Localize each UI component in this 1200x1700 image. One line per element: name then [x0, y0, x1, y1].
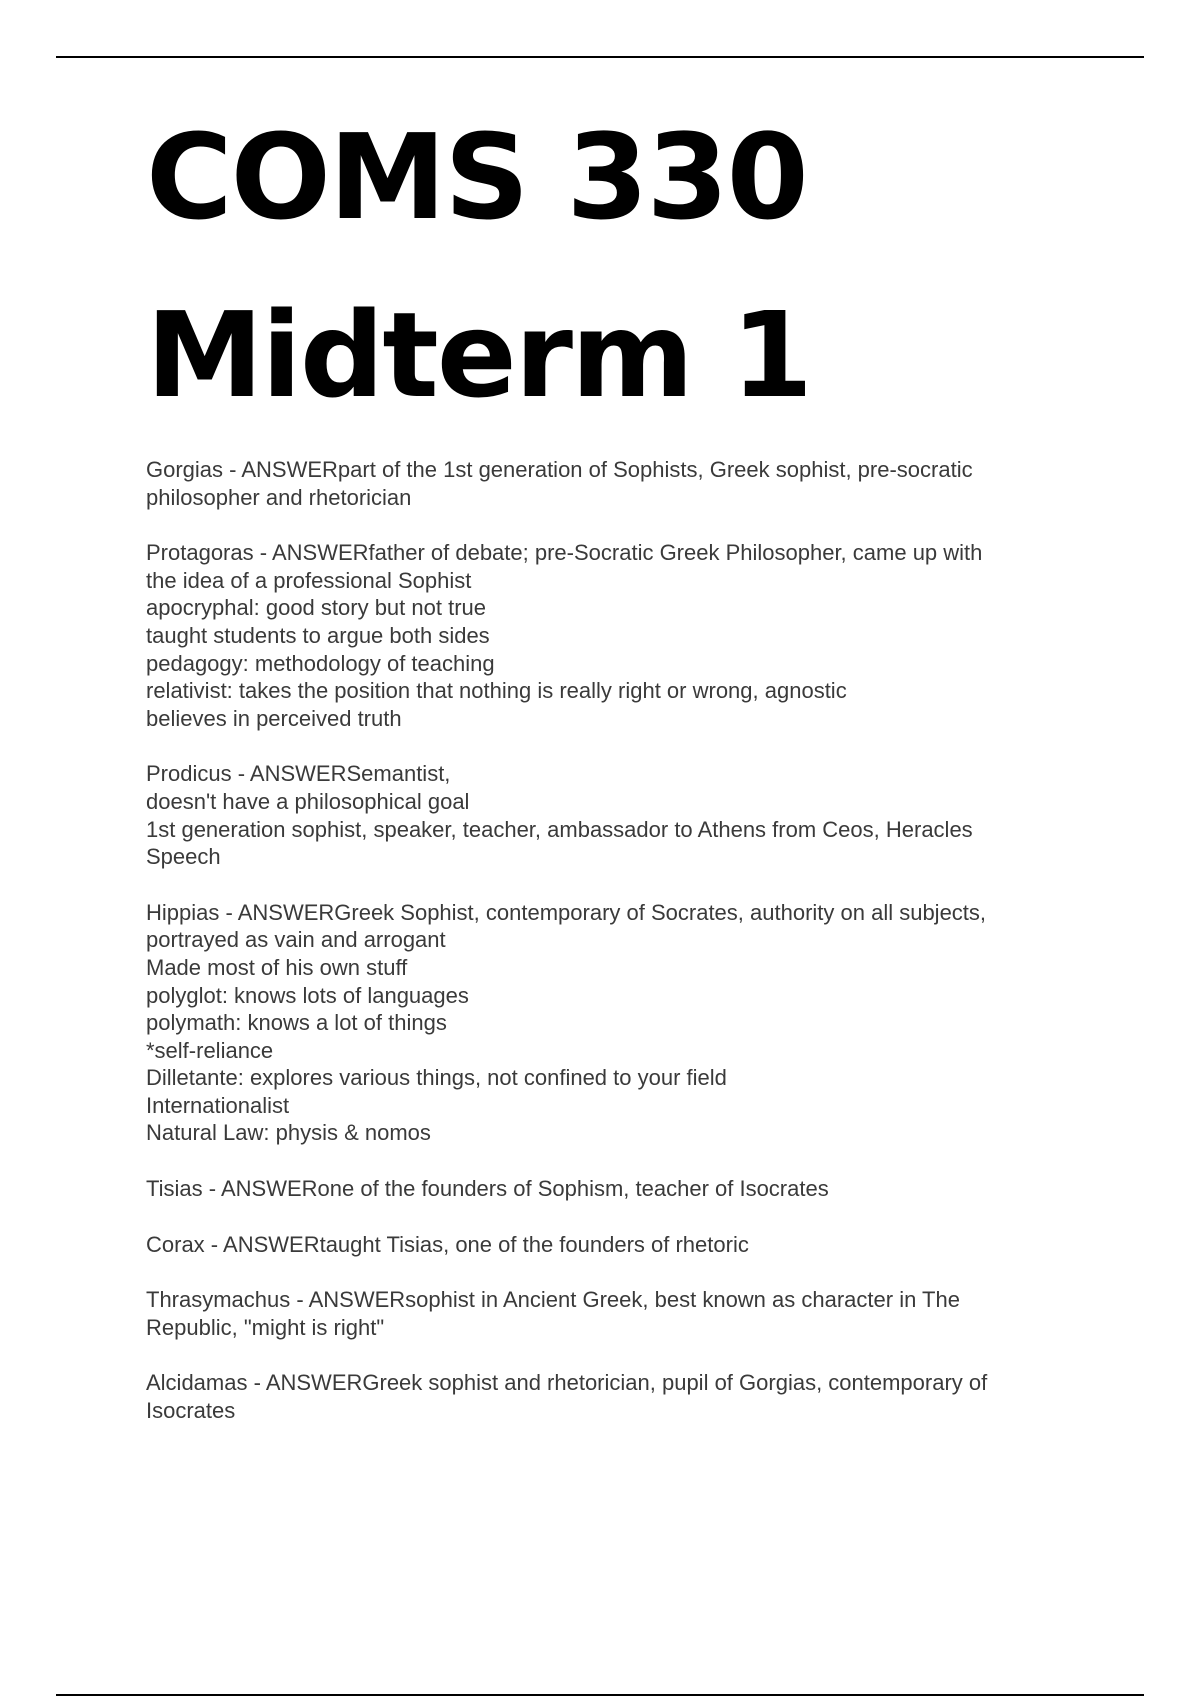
entry-line: Isocrates	[146, 1398, 236, 1424]
flashcard-list	[146, 456, 1086, 1453]
flashcard-entry	[146, 760, 1086, 870]
entry-line: polyglot: knows lots of languages	[146, 982, 469, 1008]
top-rule	[56, 56, 1144, 58]
entry-line: Gorgias - ANSWERpart of the 1st generation of Sophists, Greek sophist, pre-socratic	[146, 457, 973, 482]
entry-line: taught students to argue both sides	[146, 622, 490, 648]
entry-line: Prodicus - ANSWERSemantist,	[146, 761, 451, 787]
flashcard-entry	[146, 899, 1086, 1147]
entry-line: 1st generation sophist, speaker, teacher, ambassador to Athens from Ceos, Heracles	[146, 816, 973, 842]
bottom-rule	[56, 1694, 1144, 1696]
entry-line: portrayed as vain and arrogant	[146, 927, 446, 953]
entry-line: philosopher and rhetorician	[146, 484, 412, 510]
entry-line: Corax - ANSWERtaught Tisias, one of the founders of rhetoric	[146, 1231, 749, 1257]
entry-line: Speech	[146, 844, 221, 870]
entry-line: believes in perceived truth	[146, 705, 402, 731]
flashcard-entry	[146, 1175, 1086, 1203]
entry-line: doesn't have a philosophical goal	[146, 788, 470, 814]
entry-line: Alcidamas - ANSWERGreek sophist and rhetorician, pupil of Gorgias, contemporary of	[146, 1370, 988, 1396]
entry-line: Dilletante: explores various things, not confined to your field	[146, 1065, 727, 1091]
entry-line: relativist: takes the position that nothing is really right or wrong, agnostic	[146, 678, 847, 704]
title-line-2: Midterm 1	[146, 286, 812, 424]
flashcard-entry	[146, 1231, 1086, 1259]
entry-line: the idea of a professional Sophist	[146, 567, 472, 593]
entry-line: Tisias - ANSWERone of the founders of Sophism, teacher of Isocrates	[146, 1176, 829, 1202]
entry-line: Thrasymachus - ANSWERsophist in Ancient Greek, best known as character in The	[146, 1287, 960, 1313]
entry-line: Protagoras - ANSWERfather of debate; pre-Socratic Greek Philosopher, came up with	[146, 540, 983, 566]
document-title	[146, 88, 811, 444]
title-line-1: COMS 330	[146, 108, 807, 246]
entry-line: apocryphal: good story but not true	[146, 595, 486, 621]
flashcard-entry	[146, 1369, 1086, 1424]
flashcard-entry	[146, 1286, 1086, 1341]
entry-line: Made most of his own stuff	[146, 954, 408, 980]
entry-line: Internationalist	[146, 1092, 290, 1118]
flashcard-entry	[146, 539, 1086, 732]
entry-line: *self-reliance	[146, 1037, 274, 1063]
entry-line: pedagogy: methodology of teaching	[146, 650, 495, 676]
entry-line: Republic, "might is right"	[146, 1314, 385, 1340]
entry-line: polymath: knows a lot of things	[146, 1010, 447, 1036]
entry-line: Hippias - ANSWERGreek Sophist, contemporary of Socrates, authority on all subjects,	[146, 899, 987, 925]
flashcard-entry	[146, 456, 1086, 511]
entry-line: Natural Law: physis & nomos	[146, 1120, 431, 1146]
